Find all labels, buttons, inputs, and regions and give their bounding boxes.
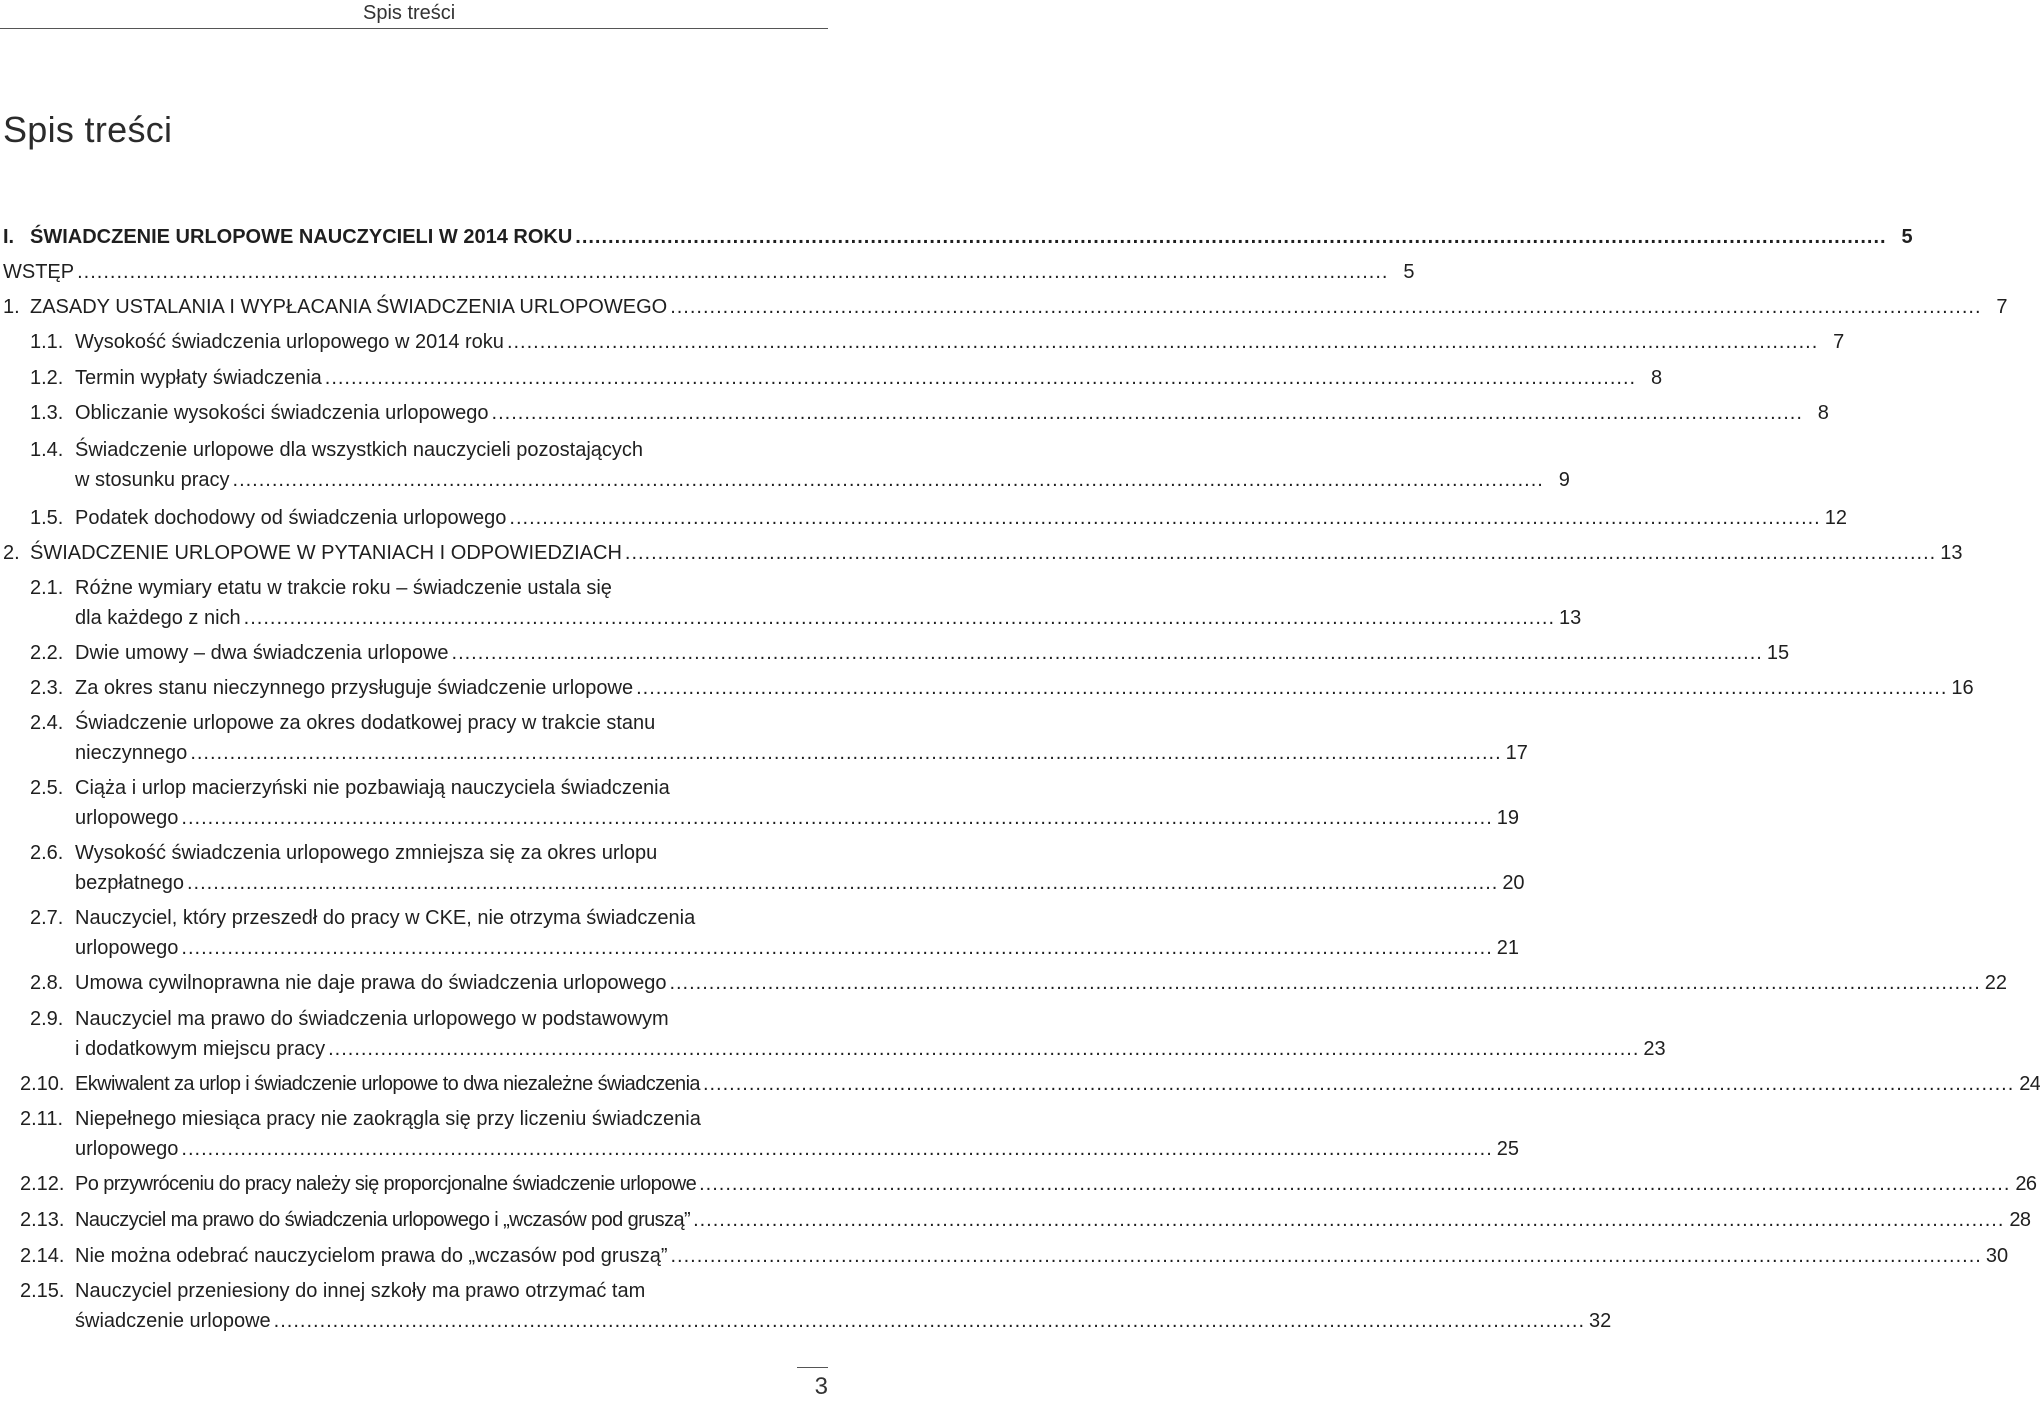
leader-dots: ........................................................................................................................................................................................................ [77,261,1389,283]
toc-entry-line [75,1170,2037,1198]
toc-entry-page: 8 [1817,402,1829,424]
toc-entry-line [75,364,1663,392]
leader-dots: ........................................................................................................................................................................................................ [328,1038,1640,1060]
toc-entry-page: 8 [1650,367,1663,389]
toc-entry-line [75,639,1790,667]
toc-entry-page: 12 [1824,507,1847,529]
toc-entry-title: Różne wymiary etatu w trakcie roku – świadczenie ustala się [75,577,612,599]
toc-entry-number: 1.3. [30,402,64,424]
leader-dots: ........................................................................................................................................................................................................ [693,1209,2005,1231]
leader-dots: ........................................................................................................................................................................................................ [699,1173,2011,1195]
toc-entry-page: 15 [1766,642,1790,664]
toc-entry-page: 22 [1984,972,2008,994]
toc-entry-title: bezpłatnego [75,872,184,894]
toc-entry-number: 2.15. [20,1280,65,1302]
toc-entry-page: 17 [1505,742,1528,764]
toc-entry-title: dla każdego z nich [75,607,241,629]
toc-entry-number: 2.11. [20,1108,63,1130]
leader-dots: ........................................................................................................................................................................................................ [669,972,1981,994]
toc-entry-title: Nauczyciel ma prawo do świadczenia urlopowego i „wczasów pod gruszą” [75,1209,691,1231]
toc-entry-page: 16 [1951,677,1974,699]
toc-entry-title: nieczynnego [75,742,188,764]
toc-entry-title: Dwie umowy – dwa świadczenia urlopowe [75,642,449,664]
toc-entry-line [75,604,1582,632]
toc-entry-number: 1.2. [30,367,64,389]
toc-entry-line [75,739,1528,767]
toc-entry-title: Ekwiwalent za urlop i świadczenie urlopowe to dwa niezależne świadczenia [75,1073,700,1095]
leader-dots: ........................................................................................................................................................................................................ [324,367,1637,389]
toc-entry-number: 2.5. [30,777,64,799]
footer-rule [797,1367,828,1368]
toc-entry-line [75,1206,2031,1234]
leader-dots: ........................................................................................................................................................................................................ [232,469,1544,491]
toc-entry-number: 2.3. [30,677,64,699]
toc-entry-page: 5 [1901,226,1913,248]
toc-entry-title: urlopowego [75,807,179,829]
toc-entry-line [3,258,1415,286]
toc-entry-line [75,1070,2040,1098]
leader-dots: ........................................................................................................................................................................................................ [670,1245,1982,1267]
leader-dots: ........................................................................................................................................................................................................ [451,642,1763,664]
toc-entry-line [75,934,1519,962]
toc-entry-line [75,466,1570,494]
toc-entry-number: 2.10. [20,1073,65,1095]
toc-entry-page: 26 [2015,1173,2037,1195]
toc-entry-title: Nauczyciel ma prawo do świadczenia urlopowego w podstawowym [75,1008,669,1030]
toc-entry-title: Ciąża i urlop macierzyński nie pozbawiają nauczyciela świadczenia [75,777,670,799]
toc-entry-page: 13 [1940,542,1963,564]
toc-entry-page: 25 [1496,1138,1519,1160]
toc-entry-title: ŚWIADCZENIE URLOPOWE NAUCZYCIELI W 2014 ROKU [30,226,573,248]
toc-entry-line [75,1105,828,1133]
toc-entry-page: 24 [2019,1073,2040,1095]
toc-entry-title: Po przywróceniu do pracy należy się proporcjonalne świadczenie urlopowe [75,1173,697,1195]
toc-entry-title: Termin wypłaty świadczenia [75,367,322,389]
toc-entry-title: Nie można odebrać nauczycielom prawa do „wczasów pod gruszą” [75,1245,668,1267]
leader-dots: ........................................................................................................................................................................................................ [509,507,1821,529]
toc-entry-line [75,436,828,464]
toc-entry-line [75,1307,1612,1335]
leader-dots: ........................................................................................................................................................................................................ [702,1073,2015,1095]
toc-entry-line [75,839,828,867]
toc-entry-title: Wysokość świadczenia urlopowego zmniejsza się za okres urlopu [75,842,658,864]
toc-entry-line [75,328,1845,356]
toc-entry-line [75,774,828,802]
toc-entry-title: urlopowego [75,1138,179,1160]
leader-dots: ........................................................................................................................................................................................................ [181,1138,1493,1160]
page-title: Spis treści [3,109,173,150]
toc-entry-title: Nauczyciel przeniesiony do innej szkoły ma prawo otrzymać tam [75,1280,646,1302]
running-header: Spis treści [363,2,456,24]
toc-entry-page: 20 [1502,872,1525,894]
toc-entry-number: 2.1. [30,577,64,599]
toc-entry-title: Świadczenie urlopowe dla wszystkich nauczycieli pozostających [75,439,644,461]
toc-entry-line [75,504,1847,532]
toc-entry-title: Niepełnego miesiąca pracy nie zaokrągla się przy liczeniu świadczenia [75,1108,701,1130]
toc-entry-page: 19 [1496,807,1519,829]
leader-dots: ........................................................................................................................................................................................................ [624,542,1937,564]
toc-entry-page: 13 [1559,607,1582,629]
leader-dots: ........................................................................................................................................................................................................ [273,1310,1585,1332]
toc-entry-line [75,1005,828,1033]
toc-entry-page: 23 [1643,1038,1666,1060]
toc-entry-title: świadczenie urlopowe [75,1310,271,1332]
toc-entry-title: ZASADY USTALANIA I WYPŁACANIA ŚWIADCZENIA URLOPOWEGO [30,296,668,318]
leader-dots: ........................................................................................................................................................................................................ [670,296,1982,318]
toc-entry-title: Nauczyciel, który przeszedł do pracy w CKE, nie otrzyma świadczenia [75,907,696,929]
leader-dots: ........................................................................................................................................................................................................ [181,937,1493,959]
toc-entry-number: 2.2. [30,642,64,664]
toc-entry-line [30,293,2008,321]
toc-entry-line [75,1242,2009,1270]
toc-entry-number: 1.4. [30,439,64,461]
toc-entry-line [75,1135,1519,1163]
leader-dots: ........................................................................................................................................................................................................ [243,607,1555,629]
toc-entry-line [75,804,1519,832]
page-number: 3 [814,1373,828,1400]
toc-entry-number: 2.13. [20,1209,65,1231]
toc-entry-line [75,574,828,602]
toc-entry-number: 2.8. [30,972,64,994]
toc-entry-line [75,709,828,737]
toc-entry-line [75,674,1974,702]
toc-entry-line [75,1035,1666,1063]
toc-entry-number: 2.14. [20,1245,65,1267]
toc-entry-number: 2.12. [20,1173,65,1195]
toc-entry-page: 5 [1403,261,1415,283]
toc-entry-page: 30 [1985,1245,2009,1267]
toc-entry-title: Za okres stanu nieczynnego przysługuje świadczenie urlopowe [75,677,634,699]
toc-entry-title: WSTĘP [3,261,75,283]
toc-entry-number: 2.7. [30,907,64,929]
toc-entry-title: urlopowego [75,937,179,959]
toc-entry-line [75,1277,828,1305]
toc-entry-line [30,539,1963,567]
leader-dots: ........................................................................................................................................................................................................ [506,331,1819,353]
toc-entry-page: 21 [1496,937,1519,959]
toc-entry-page: 7 [1833,331,1845,353]
toc-entry-number: 2. [3,542,20,564]
toc-entry-number: 2.9. [30,1008,64,1030]
toc-entry-page: 7 [1996,296,2008,318]
toc-entry-number: 1. [3,296,20,318]
toc-entry-page: 28 [2009,1209,2031,1231]
toc-entry-title: Umowa cywilnoprawna nie daje prawa do świadczenia urlopowego [75,972,667,994]
toc-entry-line [75,869,1525,897]
leader-dots: ........................................................................................................................................................................................................ [636,677,1948,699]
toc-entry-page: 9 [1558,469,1570,491]
toc-entry-title: Podatek dochodowy od świadczenia urlopowego [75,507,507,529]
toc-entry-number: 1.1. [30,331,64,353]
toc-entry-number: I. [3,226,15,248]
toc-entry-line [75,399,1829,427]
toc-entry-page: 32 [1589,1310,1612,1332]
toc-entry-title: w stosunku pracy [75,469,230,491]
toc-entry-line [75,969,2008,997]
toc-entry-number: 2.6. [30,842,64,864]
toc-entry-number: 2.4. [30,712,64,734]
toc-entry-title: Świadczenie urlopowe za okres dodatkowej pracy w trakcie stanu [75,712,656,734]
toc-entry-title: ŚWIADCZENIE URLOPOWE W PYTANIACH I ODPOWIEDZIACH [30,542,622,564]
toc-entry-title: Obliczanie wysokości świadczenia urlopowego [75,402,489,424]
toc-entry-title: Wysokość świadczenia urlopowego w 2014 roku [75,331,504,353]
header-rule [0,28,828,29]
leader-dots: ........................................................................................................................................................................................................ [491,402,1803,424]
leader-dots: ........................................................................................................................................................................................................ [181,807,1493,829]
toc-entry-line [30,223,1913,251]
leader-dots: ........................................................................................................................................................................................................ [186,872,1499,894]
toc-entry-line [75,904,828,932]
leader-dots: ........................................................................................................................................................................................................ [190,742,1502,764]
leader-dots: ........................................................................................................................................................................................................ [575,226,1887,248]
toc-entry-number: 1.5. [30,507,64,529]
toc-entry-title: i dodatkowym miejscu pracy [75,1038,326,1060]
